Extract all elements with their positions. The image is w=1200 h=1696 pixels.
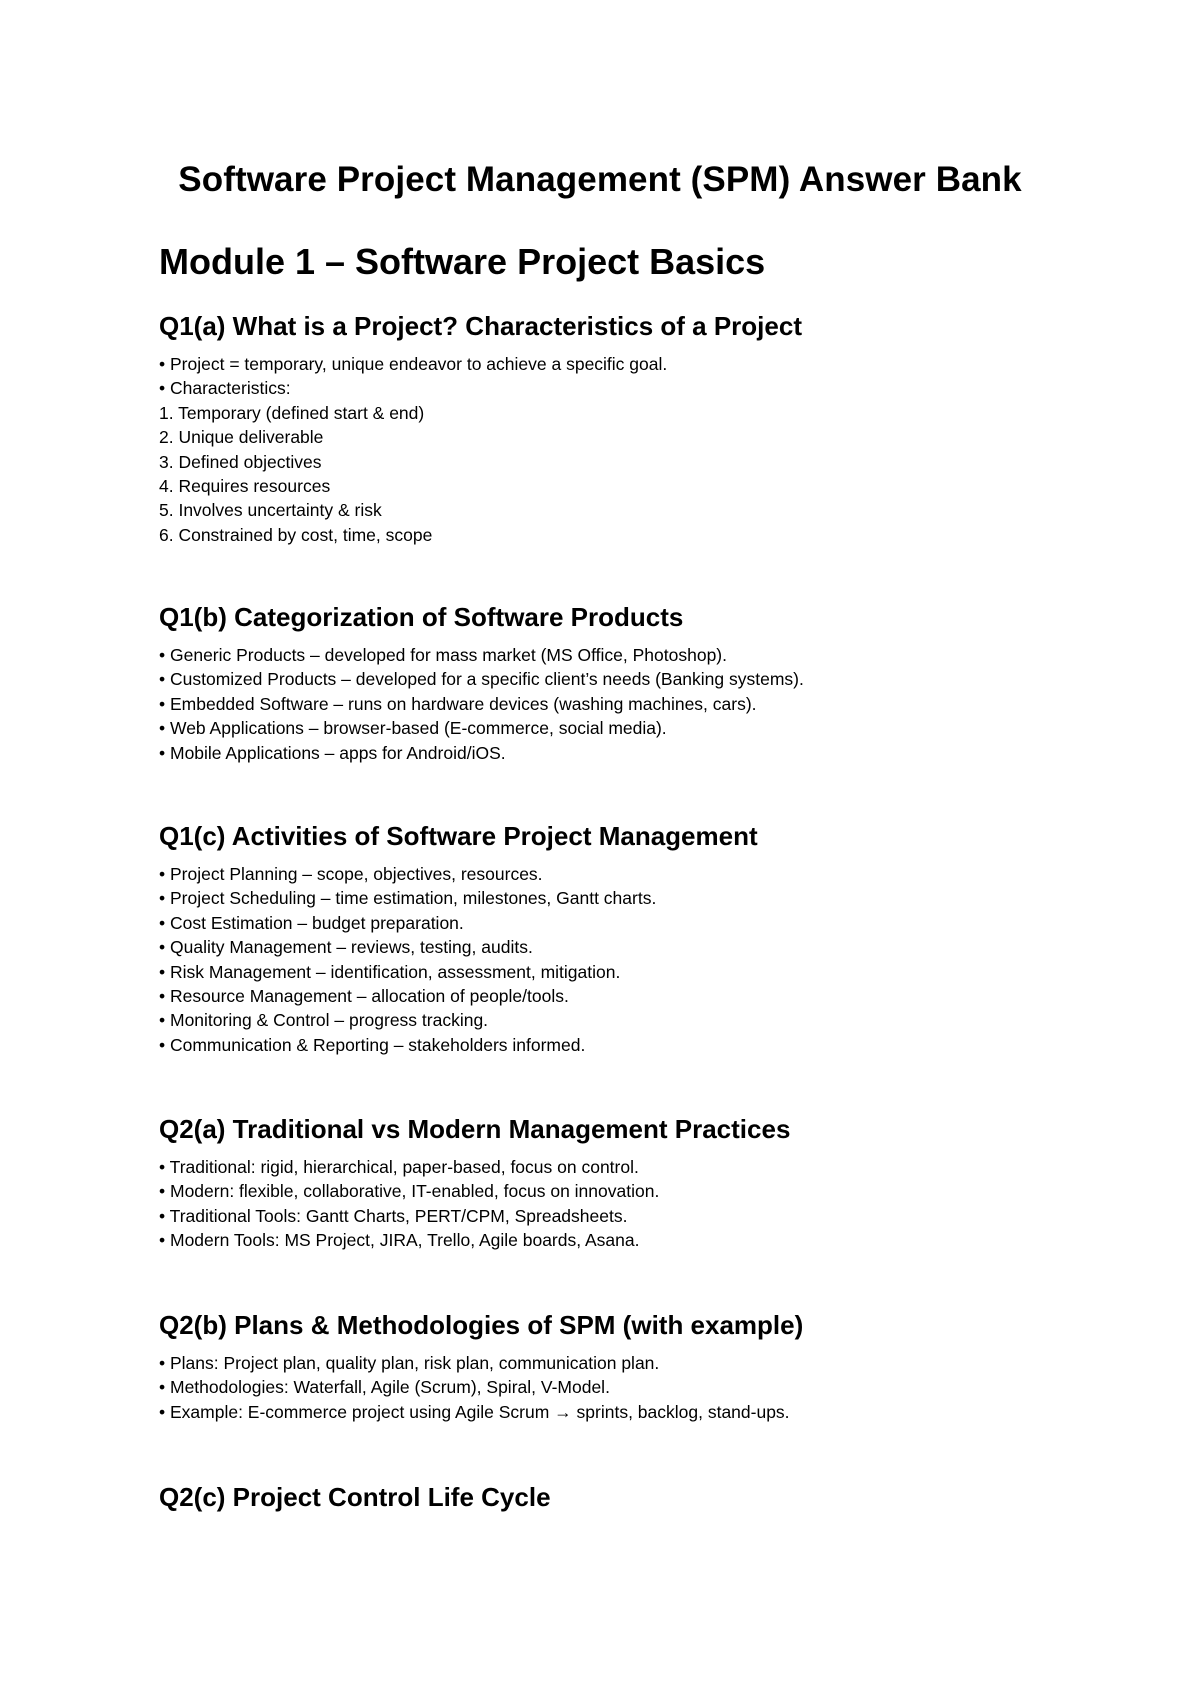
section-q2c (159, 1480, 1059, 1514)
text-line: • Project Planning – scope, objectives, resources. (159, 864, 543, 884)
text-line: • Risk Management – identification, assessment, mitigation. (159, 961, 621, 982)
text-line: • Mobile Applications – apps for Android/iOS. (159, 742, 506, 763)
section-heading: Q1(c) Activities of Software Project Management (159, 821, 758, 851)
text-line: • Example: E-commerce project using Agile Scrum → sprints, backlog, stand-ups. (159, 1401, 790, 1422)
text-line: • Customized Products – developed for a specific client’s needs (Banking systems). (159, 669, 804, 690)
module-title: Module 1 – Software Project Basics (159, 241, 766, 282)
text-line: 6. Constrained by cost, time, scope (159, 524, 433, 545)
text-line: 5. Involves uncertainty & risk (159, 500, 382, 521)
section-body (159, 862, 1059, 1057)
text-line: • Modern Tools: MS Project, JIRA, Trello, Agile boards, Asana. (159, 1230, 640, 1251)
section-q1a (159, 309, 1059, 547)
text-line: • Embedded Software – runs on hardware devices (washing machines, cars). (159, 693, 757, 714)
text-line: 2. Unique deliverable (159, 427, 324, 448)
document-title: Software Project Management (SPM) Answer Bank (178, 160, 1022, 199)
section-body (159, 1155, 1059, 1253)
section-q1c (159, 819, 1059, 1057)
section-heading: Q2(b) Plans & Methodologies of SPM (with example) (159, 1310, 804, 1340)
section-heading: Q2(a) Traditional vs Modern Management Practices (159, 1114, 791, 1144)
text-line: • Plans: Project plan, quality plan, risk plan, communication plan. (159, 1353, 660, 1373)
text-line: • Traditional Tools: Gantt Charts, PERT/CPM, Spreadsheets. (159, 1205, 628, 1226)
text-line: • Web Applications – browser-based (E-commerce, social media). (159, 718, 667, 739)
text-line: • Monitoring & Control – progress tracking. (159, 1010, 489, 1031)
text-line: • Modern: flexible, collaborative, IT-enabled, focus on innovation. (159, 1181, 660, 1202)
text-line: • Traditional: rigid, hierarchical, paper-based, focus on control. (159, 1157, 639, 1177)
section-body (159, 1351, 1059, 1424)
section-heading: Q2(c) Project Control Life Cycle (159, 1482, 551, 1512)
text-line: 3. Defined objectives (159, 451, 322, 472)
text-line: • Quality Management – reviews, testing, audits. (159, 937, 533, 958)
text-line: 1. Temporary (defined start & end) (159, 402, 425, 423)
section-heading: Q1(b) Categorization of Software Products (159, 602, 684, 632)
text-line: • Characteristics: (159, 378, 291, 399)
text-line: • Resource Management – allocation of people/tools. (159, 986, 569, 1007)
text-line: 4. Requires resources (159, 476, 331, 497)
text-line: • Communication & Reporting – stakeholders informed. (159, 1034, 586, 1055)
section-q2a (159, 1112, 1059, 1253)
text-line: • Project = temporary, unique endeavor to achieve a specific goal. (159, 354, 668, 374)
text-line: • Cost Estimation – budget preparation. (159, 912, 464, 933)
text-line: • Methodologies: Waterfall, Agile (Scrum), Spiral, V-Model. (159, 1377, 610, 1398)
section-heading: Q1(a) What is a Project? Characteristics of a Project (159, 311, 802, 341)
text-line: • Generic Products – developed for mass market (MS Office, Photoshop). (159, 645, 727, 665)
section-q1b (159, 600, 1059, 765)
section-body (159, 643, 1059, 765)
section-q2b (159, 1308, 1059, 1424)
text-line: • Project Scheduling – time estimation, milestones, Gantt charts. (159, 888, 657, 909)
section-body (159, 352, 1059, 547)
